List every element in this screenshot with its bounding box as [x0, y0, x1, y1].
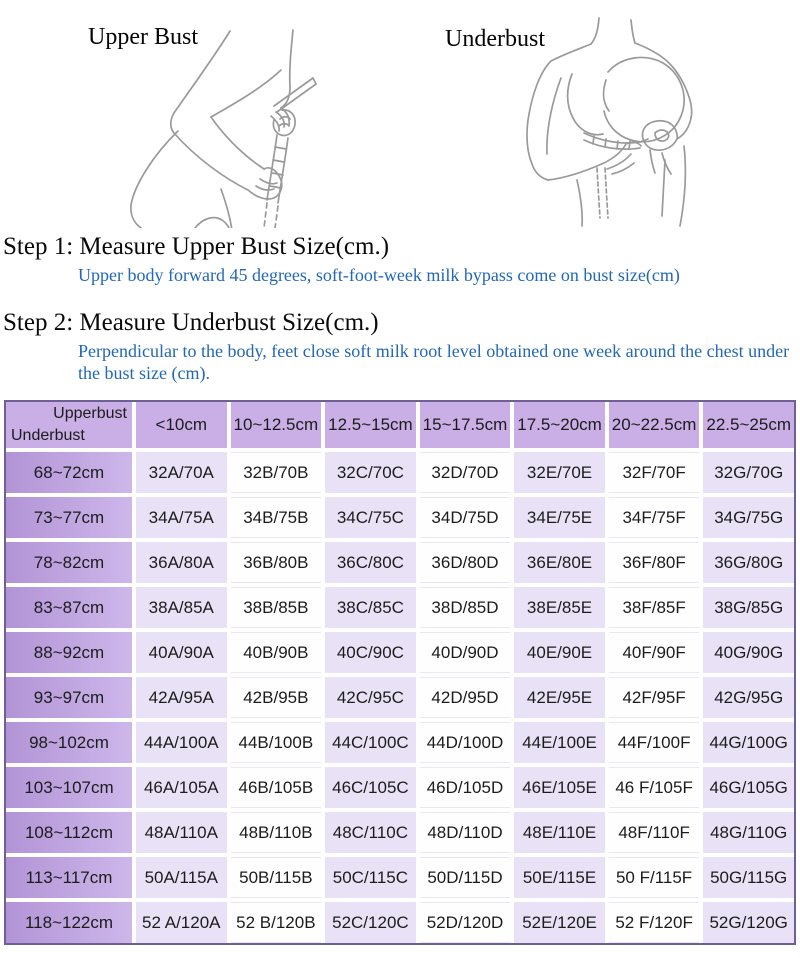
size-cell: 50C/115C	[325, 857, 416, 898]
size-cell: 38F/85F	[609, 587, 700, 628]
size-cell: 38A/85A	[136, 587, 227, 628]
size-cell: 38G/85G	[703, 587, 794, 628]
size-cell: 40E/90E	[514, 632, 605, 673]
corner-cell	[6, 402, 132, 448]
size-cell: 32B/70B	[231, 452, 322, 493]
size-cell: 40F/90F	[609, 632, 700, 673]
column-header-5: 20~22.5cm	[609, 402, 700, 448]
column-header-2: 12.5~15cm	[325, 402, 416, 448]
step-1-description: Upper body forward 45 degrees, soft-foot-week milk bypass come on bust size(cm)	[78, 265, 680, 285]
size-cell: 50A/115A	[136, 857, 227, 898]
size-cell: 44D/100D	[420, 722, 511, 763]
size-cell: 44E/100E	[514, 722, 605, 763]
size-cell: 38B/85B	[231, 587, 322, 628]
underbust-label: Underbust	[445, 26, 545, 52]
row-header: 118~122cm	[6, 902, 132, 943]
size-cell: 52 B/120B	[231, 902, 322, 943]
size-cell: 46B/105B	[231, 767, 322, 808]
size-cell: 52G/120G	[703, 902, 794, 943]
size-cell: 42F/95F	[609, 677, 700, 718]
table-row	[6, 902, 794, 943]
size-cell: 34B/75B	[231, 497, 322, 538]
size-cell: 34D/75D	[420, 497, 511, 538]
row-header: 93~97cm	[6, 677, 132, 718]
header-row	[6, 402, 794, 448]
step-2-section	[0, 308, 800, 384]
row-header: 113~117cm	[6, 857, 132, 898]
size-cell: 44A/100A	[136, 722, 227, 763]
size-cell: 34F/75F	[609, 497, 700, 538]
size-cell: 48G/110G	[703, 812, 794, 853]
size-cell: 42E/95E	[514, 677, 605, 718]
size-cell: 50D/115D	[420, 857, 511, 898]
size-table-body	[6, 452, 794, 943]
size-cell: 38D/85D	[420, 587, 511, 628]
row-header: 98~102cm	[6, 722, 132, 763]
table-row	[6, 497, 794, 538]
size-cell: 32G/70G	[703, 452, 794, 493]
size-cell: 32F/70F	[609, 452, 700, 493]
column-header-6: 22.5~25cm	[703, 402, 794, 448]
underbust-figure	[400, 0, 800, 228]
size-chart-table	[4, 400, 796, 945]
size-cell: 34E/75E	[514, 497, 605, 538]
size-cell: 42B/95B	[231, 677, 322, 718]
size-cell: 46 F/105F	[609, 767, 700, 808]
size-cell: 32E/70E	[514, 452, 605, 493]
table-row	[6, 587, 794, 628]
size-cell: 40C/90C	[325, 632, 416, 673]
size-cell: 48F/110F	[609, 812, 700, 853]
table-row	[6, 767, 794, 808]
size-cell: 46D/105D	[420, 767, 511, 808]
corner-upperbust-label: Upperbust	[53, 405, 127, 422]
size-cell: 50G/115G	[703, 857, 794, 898]
table-row	[6, 857, 794, 898]
size-cell: 40G/90G	[703, 632, 794, 673]
size-cell: 50E/115E	[514, 857, 605, 898]
table-row	[6, 632, 794, 673]
table-row	[6, 677, 794, 718]
size-cell: 48A/110A	[136, 812, 227, 853]
size-cell: 52C/120C	[325, 902, 416, 943]
row-header: 83~87cm	[6, 587, 132, 628]
upper-bust-label: Upper Bust	[88, 24, 198, 50]
size-cell: 36A/80A	[136, 542, 227, 583]
size-cell: 38E/85E	[514, 587, 605, 628]
size-cell: 50 F/115F	[609, 857, 700, 898]
size-cell: 40D/90D	[420, 632, 511, 673]
size-cell: 36B/80B	[231, 542, 322, 583]
size-cell: 34A/75A	[136, 497, 227, 538]
row-header: 68~72cm	[6, 452, 132, 493]
size-cell: 52 A/120A	[136, 902, 227, 943]
size-cell: 52D/120D	[420, 902, 511, 943]
upper-bust-figure	[0, 0, 400, 228]
row-header: 103~107cm	[6, 767, 132, 808]
step-1-title: Step 1: Measure Upper Bust Size(cm.)	[3, 233, 390, 260]
size-cell: 48D/110D	[420, 812, 511, 853]
table-row	[6, 722, 794, 763]
size-cell: 46G/105G	[703, 767, 794, 808]
size-cell: 36G/80G	[703, 542, 794, 583]
size-cell: 42D/95D	[420, 677, 511, 718]
upper-bust-illustration	[0, 0, 400, 228]
size-cell: 36E/80E	[514, 542, 605, 583]
size-cell: 32C/70C	[325, 452, 416, 493]
size-cell: 34C/75C	[325, 497, 416, 538]
size-cell: 42G/95G	[703, 677, 794, 718]
size-cell: 46A/105A	[136, 767, 227, 808]
column-header-0: <10cm	[136, 402, 227, 448]
column-header-3: 15~17.5cm	[420, 402, 511, 448]
size-chart	[4, 400, 796, 945]
table-row	[6, 812, 794, 853]
size-cell: 40A/90A	[136, 632, 227, 673]
size-cell: 32D/70D	[420, 452, 511, 493]
size-cell: 48B/110B	[231, 812, 322, 853]
size-cell: 42C/95C	[325, 677, 416, 718]
step-2-title: Step 2: Measure Underbust Size(cm.)	[3, 309, 379, 336]
table-row	[6, 542, 794, 583]
size-cell: 36C/80C	[325, 542, 416, 583]
size-cell: 36F/80F	[609, 542, 700, 583]
table-row	[6, 452, 794, 493]
step-2-description: Perpendicular to the body, feet close soft milk root level obtained one week around the chest under the bust size (cm).	[78, 341, 790, 383]
size-cell: 46E/105E	[514, 767, 605, 808]
size-cell: 52E/120E	[514, 902, 605, 943]
step-1-section	[0, 232, 800, 286]
size-cell: 44B/100B	[231, 722, 322, 763]
size-cell: 32A/70A	[136, 452, 227, 493]
size-cell: 48E/110E	[514, 812, 605, 853]
row-header: 88~92cm	[6, 632, 132, 673]
column-header-1: 10~12.5cm	[231, 402, 322, 448]
row-header: 108~112cm	[6, 812, 132, 853]
measurement-figures	[0, 0, 800, 228]
size-cell: 44C/100C	[325, 722, 416, 763]
size-cell: 40B/90B	[231, 632, 322, 673]
size-cell: 44F/100F	[609, 722, 700, 763]
size-cell: 48C/110C	[325, 812, 416, 853]
size-cell: 50B/115B	[231, 857, 322, 898]
corner-underbust-label: Underbust	[11, 427, 85, 444]
size-cell: 46C/105C	[325, 767, 416, 808]
size-cell: 44G/100G	[703, 722, 794, 763]
column-header-4: 17.5~20cm	[514, 402, 605, 448]
row-header: 78~82cm	[6, 542, 132, 583]
size-cell: 36D/80D	[420, 542, 511, 583]
size-cell: 34G/75G	[703, 497, 794, 538]
size-cell: 42A/95A	[136, 677, 227, 718]
size-cell: 38C/85C	[325, 587, 416, 628]
row-header: 73~77cm	[6, 497, 132, 538]
size-cell: 52 F/120F	[609, 902, 700, 943]
